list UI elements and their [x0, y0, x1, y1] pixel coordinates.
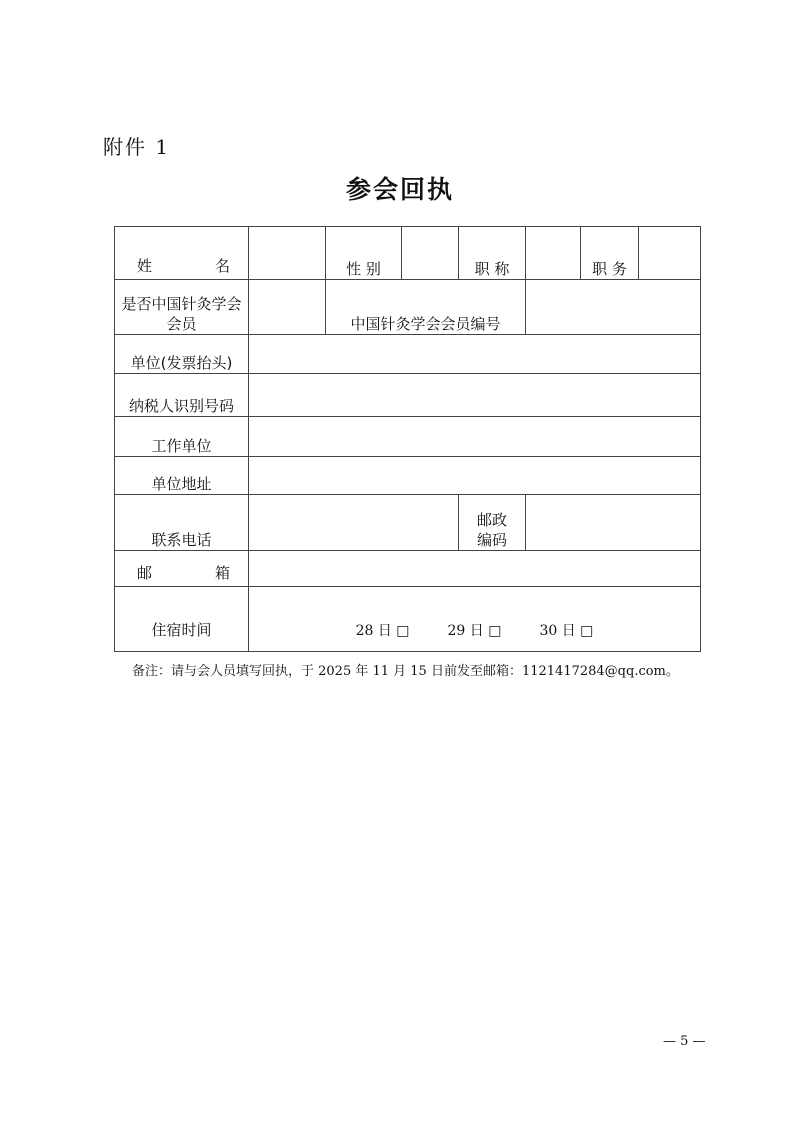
tax-id-input-cell[interactable] — [249, 374, 701, 417]
email-label-char-1: 邮 — [137, 564, 153, 582]
document-title: 参会回执 — [345, 175, 454, 204]
attachment-label: 附件 1 — [103, 135, 171, 159]
stay-option-29-checkbox[interactable]: 29 日 □ — [447, 623, 502, 639]
footnote: 备注：请与会人员填写回执，于 2025 年 11 月 15 日前发至邮箱：1121417284@qq.com。 — [132, 664, 679, 679]
tax-id-label: 纳税人识别号码 — [115, 374, 249, 417]
stay-time-options-cell — [249, 587, 701, 652]
name-input-cell[interactable] — [249, 227, 326, 280]
title-input-cell[interactable] — [526, 227, 581, 280]
member-input-cell[interactable] — [249, 280, 326, 335]
gender-input-cell[interactable] — [402, 227, 459, 280]
postcode-input-cell[interactable] — [526, 495, 701, 551]
position-label: 职 务 — [581, 227, 639, 280]
stay-time-label: 住宿时间 — [115, 587, 249, 652]
invoice-header-label: 单位(发票抬头) — [115, 335, 249, 374]
stay-option-28-checkbox[interactable]: 28 日 □ — [355, 623, 410, 639]
work-unit-label: 工作单位 — [115, 417, 249, 457]
name-label-cell — [115, 227, 249, 280]
stay-option-30-checkbox[interactable]: 30 日 □ — [539, 623, 594, 639]
email-input-cell[interactable] — [249, 551, 701, 587]
member-number-label: 中国针灸学会会员编号 — [326, 280, 526, 335]
email-label-char-2: 箱 — [214, 564, 230, 582]
postcode-label — [459, 495, 526, 551]
unit-address-input-cell[interactable] — [249, 457, 701, 495]
page-number: — 5 — — [663, 1034, 706, 1049]
postcode-label-text: 邮政编码 — [476, 511, 507, 549]
phone-label: 联系电话 — [115, 495, 249, 551]
name-label-char-2: 名 — [214, 257, 230, 275]
work-unit-input-cell[interactable] — [249, 417, 701, 457]
member-label: 是否中国针灸学会会员 — [115, 280, 249, 335]
email-label-cell — [115, 551, 249, 587]
gender-label: 性 别 — [326, 227, 402, 280]
position-input-cell[interactable] — [639, 227, 701, 280]
member-number-input-cell[interactable] — [526, 280, 701, 335]
unit-address-label: 单位地址 — [115, 457, 249, 495]
invoice-header-input-cell[interactable] — [249, 335, 701, 374]
registration-form-table — [114, 226, 701, 652]
name-label-char-1: 姓 — [137, 257, 153, 275]
title-label: 职 称 — [459, 227, 526, 280]
phone-input-cell[interactable] — [249, 495, 459, 551]
